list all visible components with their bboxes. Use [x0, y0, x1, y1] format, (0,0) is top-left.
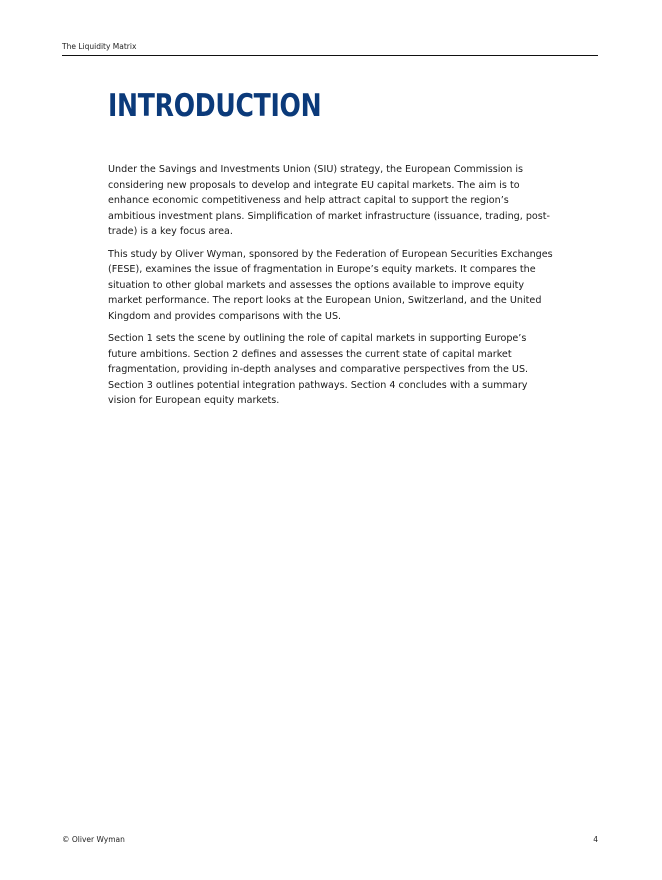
body-text: [108, 162, 554, 416]
footer-copyright: © Oliver Wyman: [62, 835, 125, 844]
paragraph-2: This study by Oliver Wyman, sponsored by the Federation of European Securities Exchanges (FESE), examines the issue of fragmentation in Europe’s equity markets. It compares the situation to other global markets and assesses the options available to improve equity market performance. The report looks at the European Union, Switzerland, and the United Kingdom and provides comparisons with the US.: [108, 248, 553, 322]
paragraph-1: Under the Savings and Investments Union (SIU) strategy, the European Commission is considering new proposals to develop and integrate EU capital markets. The aim is to enhance economic competitiveness and help attract capital to support the region’s ambitious investment plans. Simplification of market infrastructure (issuance, trading, post-trade) is a key focus area.: [108, 164, 551, 237]
paragraph-3: Section 1 sets the scene by outlining the role of capital markets in supporting Europe’s future ambitions. Section 2 defines and assesses the current state of capital market fragmentation, providing in-depth analyses and comparative perspectives from the US. Section 3 outlines potential integration pathways. Section 4 concludes with a summary vision for European equity markets.: [108, 333, 529, 406]
running-header: The Liquidity Matrix: [62, 42, 137, 51]
header-divider: [62, 55, 598, 56]
page-number: 4: [593, 835, 598, 844]
page-title: INTRODUCTION: [108, 88, 322, 124]
